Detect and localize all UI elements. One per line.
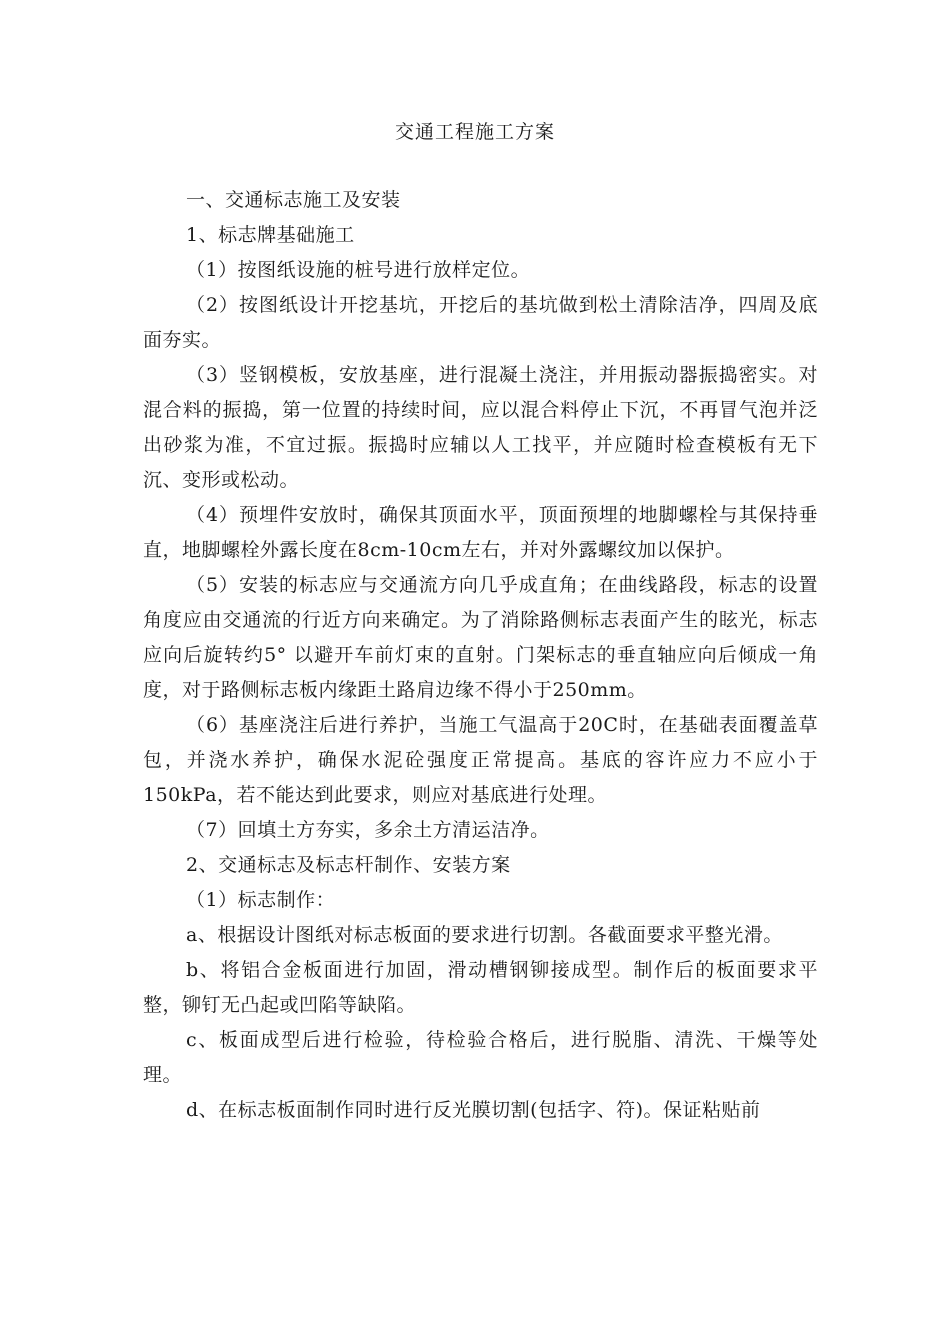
paragraph: （3）竖钢模板，安放基座，进行混凝土浇注，并用振动器振捣密实。对混合料的振捣，第一位置的持续时间，应以混合料停止下沉，不再冒气泡并泛出砂浆为准，不宜过振。振捣时应辅以人工找平，并应随时检查模板有无下沉、变形或松动。 bbox=[143, 364, 818, 491]
paragraph: （4）预埋件安放时，确保其顶面水平，顶面预埋的地脚螺栓与其保持垂直，地脚螺栓外露长度在8cm-10cm左右，并对外露螺纹加以保护。 bbox=[143, 504, 818, 561]
document-body bbox=[143, 183, 818, 1128]
paragraph: d、在标志板面制作同时进行反光膜切割(包括字、符)。保证粘贴前 bbox=[186, 1099, 761, 1121]
paragraph: （6）基座浇注后进行养护，当施工气温高于20C时，在基础表面覆盖草包，并浇水养护，确保水泥砼强度正常提高。基底的容许应力不应小于150kPa，若不能达到此要求，则应对基底进行处理。 bbox=[143, 714, 818, 806]
paragraph: （1）按图纸设施的桩号进行放样定位。 bbox=[186, 259, 531, 281]
paragraph: （7）回填土方夯实，多余土方清运洁净。 bbox=[186, 819, 550, 841]
section-heading: 一、交通标志施工及安装 bbox=[186, 189, 401, 211]
paragraph: a、根据设计图纸对标志板面的要求进行切割。各截面要求平整光滑。 bbox=[186, 924, 783, 946]
subsection-heading: 1、标志牌基础施工 bbox=[186, 224, 355, 246]
paragraph: （1）标志制作： bbox=[186, 889, 336, 911]
subsection-heading: 2、交通标志及标志杆制作、安装方案 bbox=[186, 854, 511, 876]
paragraph: （2）按图纸设计开挖基坑，开挖后的基坑做到松土清除洁净，四周及底面夯实。 bbox=[143, 294, 818, 351]
paragraph: （5）安装的标志应与交通流方向几乎成直角；在曲线路段，标志的设置角度应由交通流的行近方向来确定。为了消除路侧标志表面产生的眩光，标志应向后旋转约5° 以避开车前灯束的直射。门架标志的垂直轴应向后倾成一角度，对于路侧标志板内缘距土路肩边缘不得小于250mm。 bbox=[143, 574, 818, 701]
paragraph: c、板面成型后进行检验，待检验合格后，进行脱脂、清洗、干燥等处理。 bbox=[143, 1029, 818, 1086]
paragraph: b、将铝合金板面进行加固，滑动槽钢铆接成型。制作后的板面要求平整，铆钉无凸起或凹陷等缺陷。 bbox=[143, 959, 818, 1016]
document-title: 交通工程施工方案 bbox=[394, 121, 555, 143]
